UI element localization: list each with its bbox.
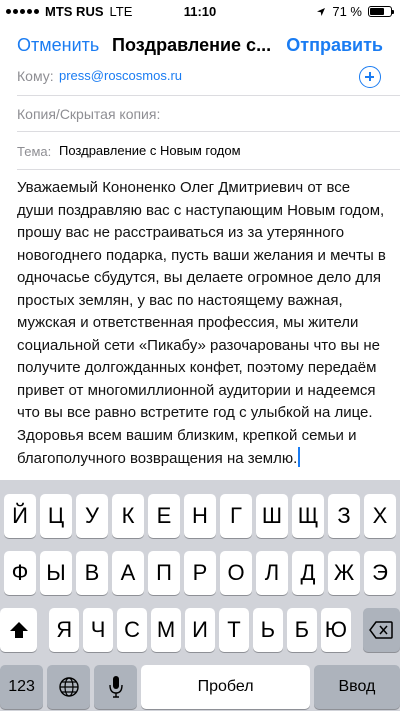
to-recipient[interactable]: press@roscosmos.ru <box>59 68 183 83</box>
network-type: LTE <box>109 4 133 19</box>
message-body[interactable] <box>17 177 387 480</box>
key[interactable]: Ф <box>4 551 36 595</box>
message-body-text: Уважаемый Кононенко Олег Дмитриевич от все души поздравляю вас с наступающим Новым годом, прошу вас не расстраиваться из за утерянного новогоднего подарка, пусть ваши желания и мечты в одночасье сбудутся, вы делаете огромное дело для простых землян, у вас по настоящему важная, мужская и ответственная профессия, мы жители социальной сети «Пикабу» разочарованы что вы не получите долгожданных конфет, поэтому передаём привет от многомиллионной аудитории и надеемся что вы все равно встретите год с улыбкой на лице. Здоровья всем вашим близким, крепкой семьи и благополучного возвращения на землю. <box>17 179 386 467</box>
keyboard-row-3 <box>0 608 400 652</box>
keyboard <box>0 480 400 711</box>
key[interactable]: И <box>185 608 215 652</box>
key[interactable]: Щ <box>292 494 324 538</box>
clock: 11:10 <box>183 4 217 19</box>
key[interactable]: А <box>112 551 144 595</box>
shift-icon <box>9 621 29 639</box>
to-field-row[interactable] <box>17 62 400 96</box>
key[interactable]: С <box>117 608 147 652</box>
to-label: Кому: <box>17 68 54 84</box>
microphone-icon <box>108 675 124 699</box>
key[interactable]: Г <box>220 494 252 538</box>
carrier-name: MTS RUS <box>45 4 104 19</box>
key[interactable]: Т <box>219 608 249 652</box>
globe-key[interactable] <box>47 665 90 709</box>
key[interactable]: В <box>76 551 108 595</box>
key[interactable]: Е <box>148 494 180 538</box>
keyboard-row-2 <box>0 551 400 595</box>
page-title: Поздравление с... <box>112 35 272 55</box>
key[interactable]: Ч <box>83 608 113 652</box>
key[interactable]: Х <box>364 494 396 538</box>
battery-icon <box>368 6 392 17</box>
key[interactable]: Й <box>4 494 36 538</box>
key[interactable]: Р <box>184 551 216 595</box>
key[interactable]: Э <box>364 551 396 595</box>
key[interactable]: Б <box>287 608 317 652</box>
keyboard-row-4 <box>0 665 400 709</box>
location-arrow-icon <box>316 7 326 17</box>
key[interactable]: Ю <box>321 608 351 652</box>
key[interactable]: П <box>148 551 180 595</box>
key[interactable]: Ж <box>328 551 360 595</box>
key[interactable]: К <box>112 494 144 538</box>
key[interactable]: Н <box>184 494 216 538</box>
key[interactable]: Ы <box>40 551 72 595</box>
add-contact-icon[interactable] <box>359 66 381 88</box>
battery-percent: 71 % <box>332 4 362 19</box>
subject-label: Тема: <box>17 144 52 159</box>
key[interactable]: Ь <box>253 608 283 652</box>
dictation-key[interactable] <box>94 665 137 709</box>
globe-icon <box>58 676 80 698</box>
subject-input[interactable]: Поздравление с Новым годом <box>59 143 241 158</box>
numbers-key[interactable]: 123 <box>0 665 43 709</box>
shift-key[interactable] <box>0 608 37 652</box>
cc-bcc-field-row[interactable] <box>17 96 400 132</box>
subject-field-row[interactable] <box>17 132 400 170</box>
text-cursor <box>298 447 300 467</box>
delete-icon <box>369 621 393 639</box>
key[interactable]: Л <box>256 551 288 595</box>
return-key[interactable]: Ввод <box>314 665 400 709</box>
delete-key[interactable] <box>363 608 400 652</box>
status-bar <box>0 0 400 24</box>
cancel-button[interactable]: Отменить <box>17 35 100 55</box>
key[interactable]: Я <box>49 608 79 652</box>
keyboard-row-1 <box>0 494 400 538</box>
key[interactable]: Д <box>292 551 324 595</box>
key[interactable]: М <box>151 608 181 652</box>
key[interactable]: Ц <box>40 494 72 538</box>
send-button[interactable]: Отправить <box>286 35 383 55</box>
key[interactable]: Ш <box>256 494 288 538</box>
key[interactable]: У <box>76 494 108 538</box>
status-right <box>316 4 392 19</box>
space-key[interactable]: Пробел <box>141 665 309 709</box>
cc-bcc-label: Копия/Скрытая копия: <box>17 106 161 122</box>
key[interactable]: О <box>220 551 252 595</box>
key[interactable]: З <box>328 494 360 538</box>
